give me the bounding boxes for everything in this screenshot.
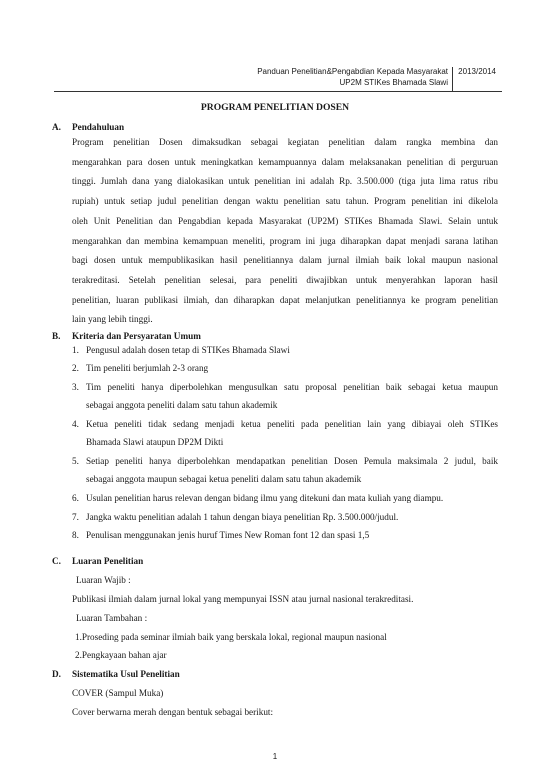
list-number: 2. <box>72 363 79 373</box>
list-item <box>72 415 498 452</box>
list-number: 7. <box>72 512 79 522</box>
header-divider <box>452 67 453 91</box>
list-text: Ketua peneliti tidak sedang menjadi ketua peneliti pada penelitian lain yang dibiayai oleh STIKes <box>86 419 498 429</box>
luaran-tambahan-item: 1.Proseding pada seminar ilmiah baik yang berskala lokal, regional maupun nasional <box>75 632 387 642</box>
list-item <box>72 359 498 377</box>
paragraph-line: oleh Unit Penelitian dan Pengabdian kepada Masyarakat (UP2M) STIKes Bhamada Slawi. Selain untuk <box>72 215 498 226</box>
list-number: 8. <box>72 530 79 540</box>
section-letter: C. <box>52 556 61 566</box>
luaran-wajib-text: Publikasi ilmiah dalam jurnal lokal yang mempunyai ISSN atau jurnal nasional terakreditasi. <box>72 594 414 604</box>
section-title: Luaran Penelitian <box>72 556 144 566</box>
section-letter: B. <box>52 331 61 341</box>
page-title: PROGRAM PENELITIAN DOSEN <box>200 102 350 113</box>
paragraph-line: lain yang lebih tinggi. <box>72 314 153 325</box>
list-number: 4. <box>72 419 79 429</box>
list-text: Bhamada Slawi ataupun DP2M Dikti <box>86 437 224 448</box>
paragraph-line: mengarahkan para dosen untuk meningkatkan kemampuannya dalam melaksanakan penelitian di perguruan <box>72 156 498 167</box>
list-text: Jangka waktu penelitian adalah 1 tahun dengan biaya penelitian Rp. 3.500.000/judul. <box>86 512 399 522</box>
section-title: Sistematika Usul Penelitian <box>72 669 180 679</box>
section-a-paragraph <box>72 133 498 330</box>
header-rule <box>54 91 502 92</box>
list-text: sebagai anggota maupun sebagai ketua peneliti dalam satu tahun akademik <box>86 474 362 485</box>
header-title <box>257 67 448 88</box>
list-text: Tim peneliti hanya diperbolehkan mengusulkan satu proposal penelitian baik sebagai ketua maupun <box>86 382 498 392</box>
paragraph-line: bagi dosen untuk mempublikasikan hasil penelitiannya dalam jurnal ilmiah baik lokal maupun nasional <box>72 255 498 266</box>
list-item <box>72 452 498 489</box>
section-b-heading <box>52 331 201 341</box>
paragraph-line: mengarahkan dan membina kemampuan meneliti, program ini juga diharapkan dapat menjadi sarana latihan <box>72 235 498 246</box>
section-a-heading <box>52 122 124 132</box>
header-year: 2013/2014 <box>458 67 496 76</box>
section-title: Pendahuluan <box>72 122 125 132</box>
section-c-heading <box>52 556 143 566</box>
luaran-tambahan-item: 2.Pengkayaan bahan ajar <box>75 650 167 660</box>
list-text: Usulan penelitian harus relevan dengan bidang ilmu yang ditekuni dan mata kuliah yang diampu. <box>86 493 444 503</box>
paragraph-line: penelitian, luaran publikasi ilmiah, dan diharapkan dapat melanjutkan penelitiannya ke program penelitian <box>72 294 498 305</box>
list-text: Tim peneliti berjumlah 2-3 orang <box>86 363 209 373</box>
luaran-wajib-label: Luaran Wajib : <box>76 575 131 585</box>
luaran-tambahan-label: Luaran Tambahan : <box>76 613 148 623</box>
paragraph-line: tinggi. Jumlah dana yang dialokasikan untuk penelitian ini adalah Rp. 3.500.000 (tiga juta lima ratus ribu <box>72 176 498 187</box>
list-text: Setiap peneliti hanya diperbolehkan mendapatkan penelitian Dosen Pemula maksimala 2 judul, baik <box>86 456 498 466</box>
list-item <box>72 341 498 359</box>
list-item <box>72 508 498 526</box>
list-item <box>72 526 498 544</box>
page-header <box>240 67 502 91</box>
list-number: 3. <box>72 382 79 392</box>
paragraph-line: rupiah) untuk setiap judul penelitian dengan waktu penelitian satu tahun. Program penelitian ini dikelola <box>72 196 498 207</box>
cover-heading: COVER (Sampul Muka) <box>72 688 164 698</box>
paragraph-line: Program penelitian Dosen dimaksudkan sebagai kegiatan penelitian dalam rangka membina dan <box>72 137 498 147</box>
header-line-1: Panduan Penelitian&Pengabdian Kepada Masyarakat <box>257 67 448 76</box>
cover-description: Cover berwarna merah dengan bentuk sebagai berikut: <box>72 707 274 717</box>
page-number: 1 <box>272 752 278 761</box>
section-d-heading <box>52 669 180 679</box>
list-item <box>72 378 498 415</box>
list-number: 5. <box>72 456 79 466</box>
section-letter: A. <box>52 122 61 132</box>
list-number: 6. <box>72 493 79 503</box>
list-item <box>72 489 498 507</box>
section-letter: D. <box>52 669 61 679</box>
paragraph-line: terakreditasi. Setelah penelitian selesai, para peneliti diwajibkan untuk menyerahkan laporan hasil <box>72 274 498 285</box>
list-number: 1. <box>72 345 79 355</box>
list-text: sebagai anggota peneliti dalam satu tahun akademik <box>86 400 278 411</box>
list-text: Pengusul adalah dosen tetap di STIKes Bhamada Slawi <box>86 345 290 355</box>
list-text: Penulisan menggunakan jenis huruf Times New Roman font 12 dan spasi 1,5 <box>86 530 370 540</box>
header-line-2: UP2M STIKes Bhamada Slawi <box>339 77 448 87</box>
section-title: Kriteria dan Persyaratan Umum <box>72 331 201 341</box>
